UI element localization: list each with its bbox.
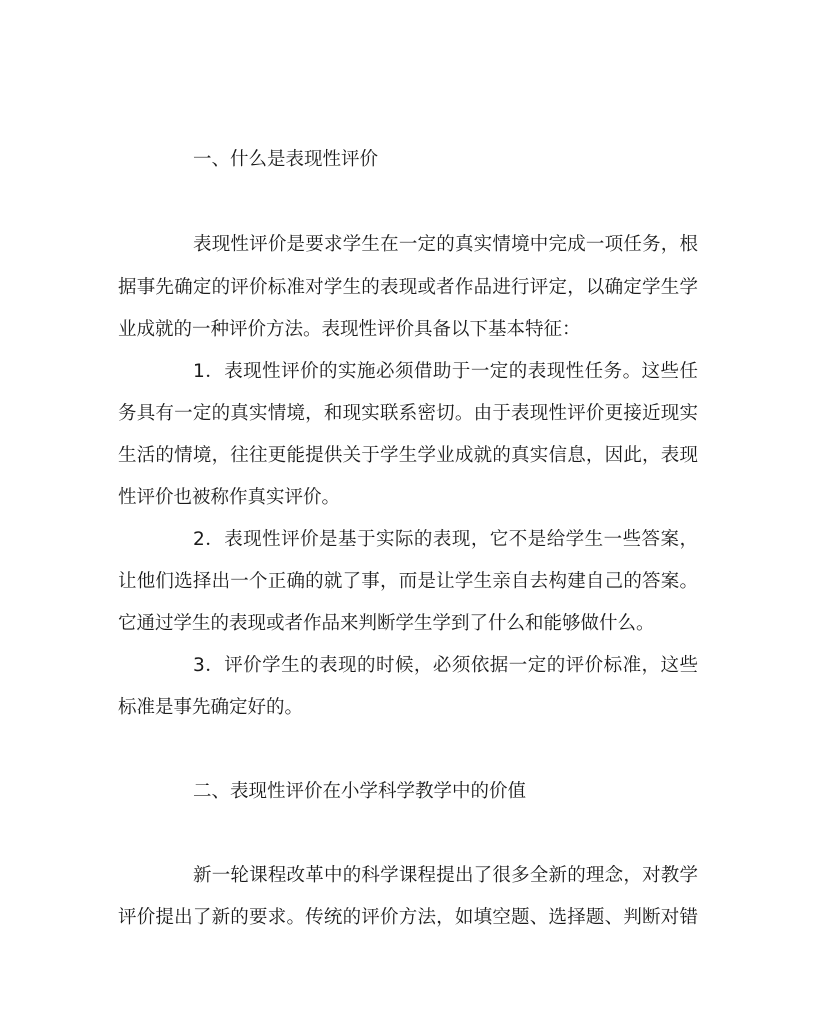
section-heading-1: 一、什么是表现性评价 (193, 149, 379, 170)
paragraph-2-line-2: 评价提出了新的要求。传统的评价方法，如填空题、选择题、判断对错 (118, 907, 698, 928)
item-1-line-2: 务具有一定的真实情境，和现实联系密切。由于表现性评价更接近现实 (118, 403, 698, 424)
paragraph-2-line-1: 新一轮课程改革中的科学课程提出了很多全新的理念，对教学 (193, 865, 698, 886)
item-1-line-1: 1．表现性评价的实施必须借助于一定的表现性任务。这些任 (193, 361, 698, 382)
item-2-line-2: 让他们选择出一个正确的就了事，而是让学生亲自去构建自己的答案。 (118, 571, 698, 592)
section-heading-2: 二、表现性评价在小学科学教学中的价值 (193, 781, 527, 802)
item-1-line-3: 生活的情境，往往更能提供关于学生学业成就的真实信息，因此，表现 (118, 445, 698, 466)
item-2-line-3: 它通过学生的表现或者作品来判断学生学到了什么和能够做什么。 (118, 613, 655, 634)
paragraph-1-line-1: 表现性评价是要求学生在一定的真实情境中完成一项任务，根 (193, 234, 698, 255)
paragraph-1-line-3: 业成就的一种评价方法。表现性评价具备以下基本特征： (118, 319, 581, 340)
paragraph-1-line-2: 据事先确定的评价标准对学生的表现或者作品进行评定，以确定学生学 (118, 277, 698, 298)
item-1-line-4: 性评价也被称作真实评价。 (118, 487, 341, 508)
item-2-line-1: 2．表现性评价是基于实际的表现，它不是给学生一些答案， (193, 529, 698, 550)
item-3-line-1: 3．评价学生的表现的时候，必须依据一定的评价标准，这些 (193, 655, 698, 676)
item-3-line-2: 标准是事先确定好的。 (118, 697, 304, 718)
